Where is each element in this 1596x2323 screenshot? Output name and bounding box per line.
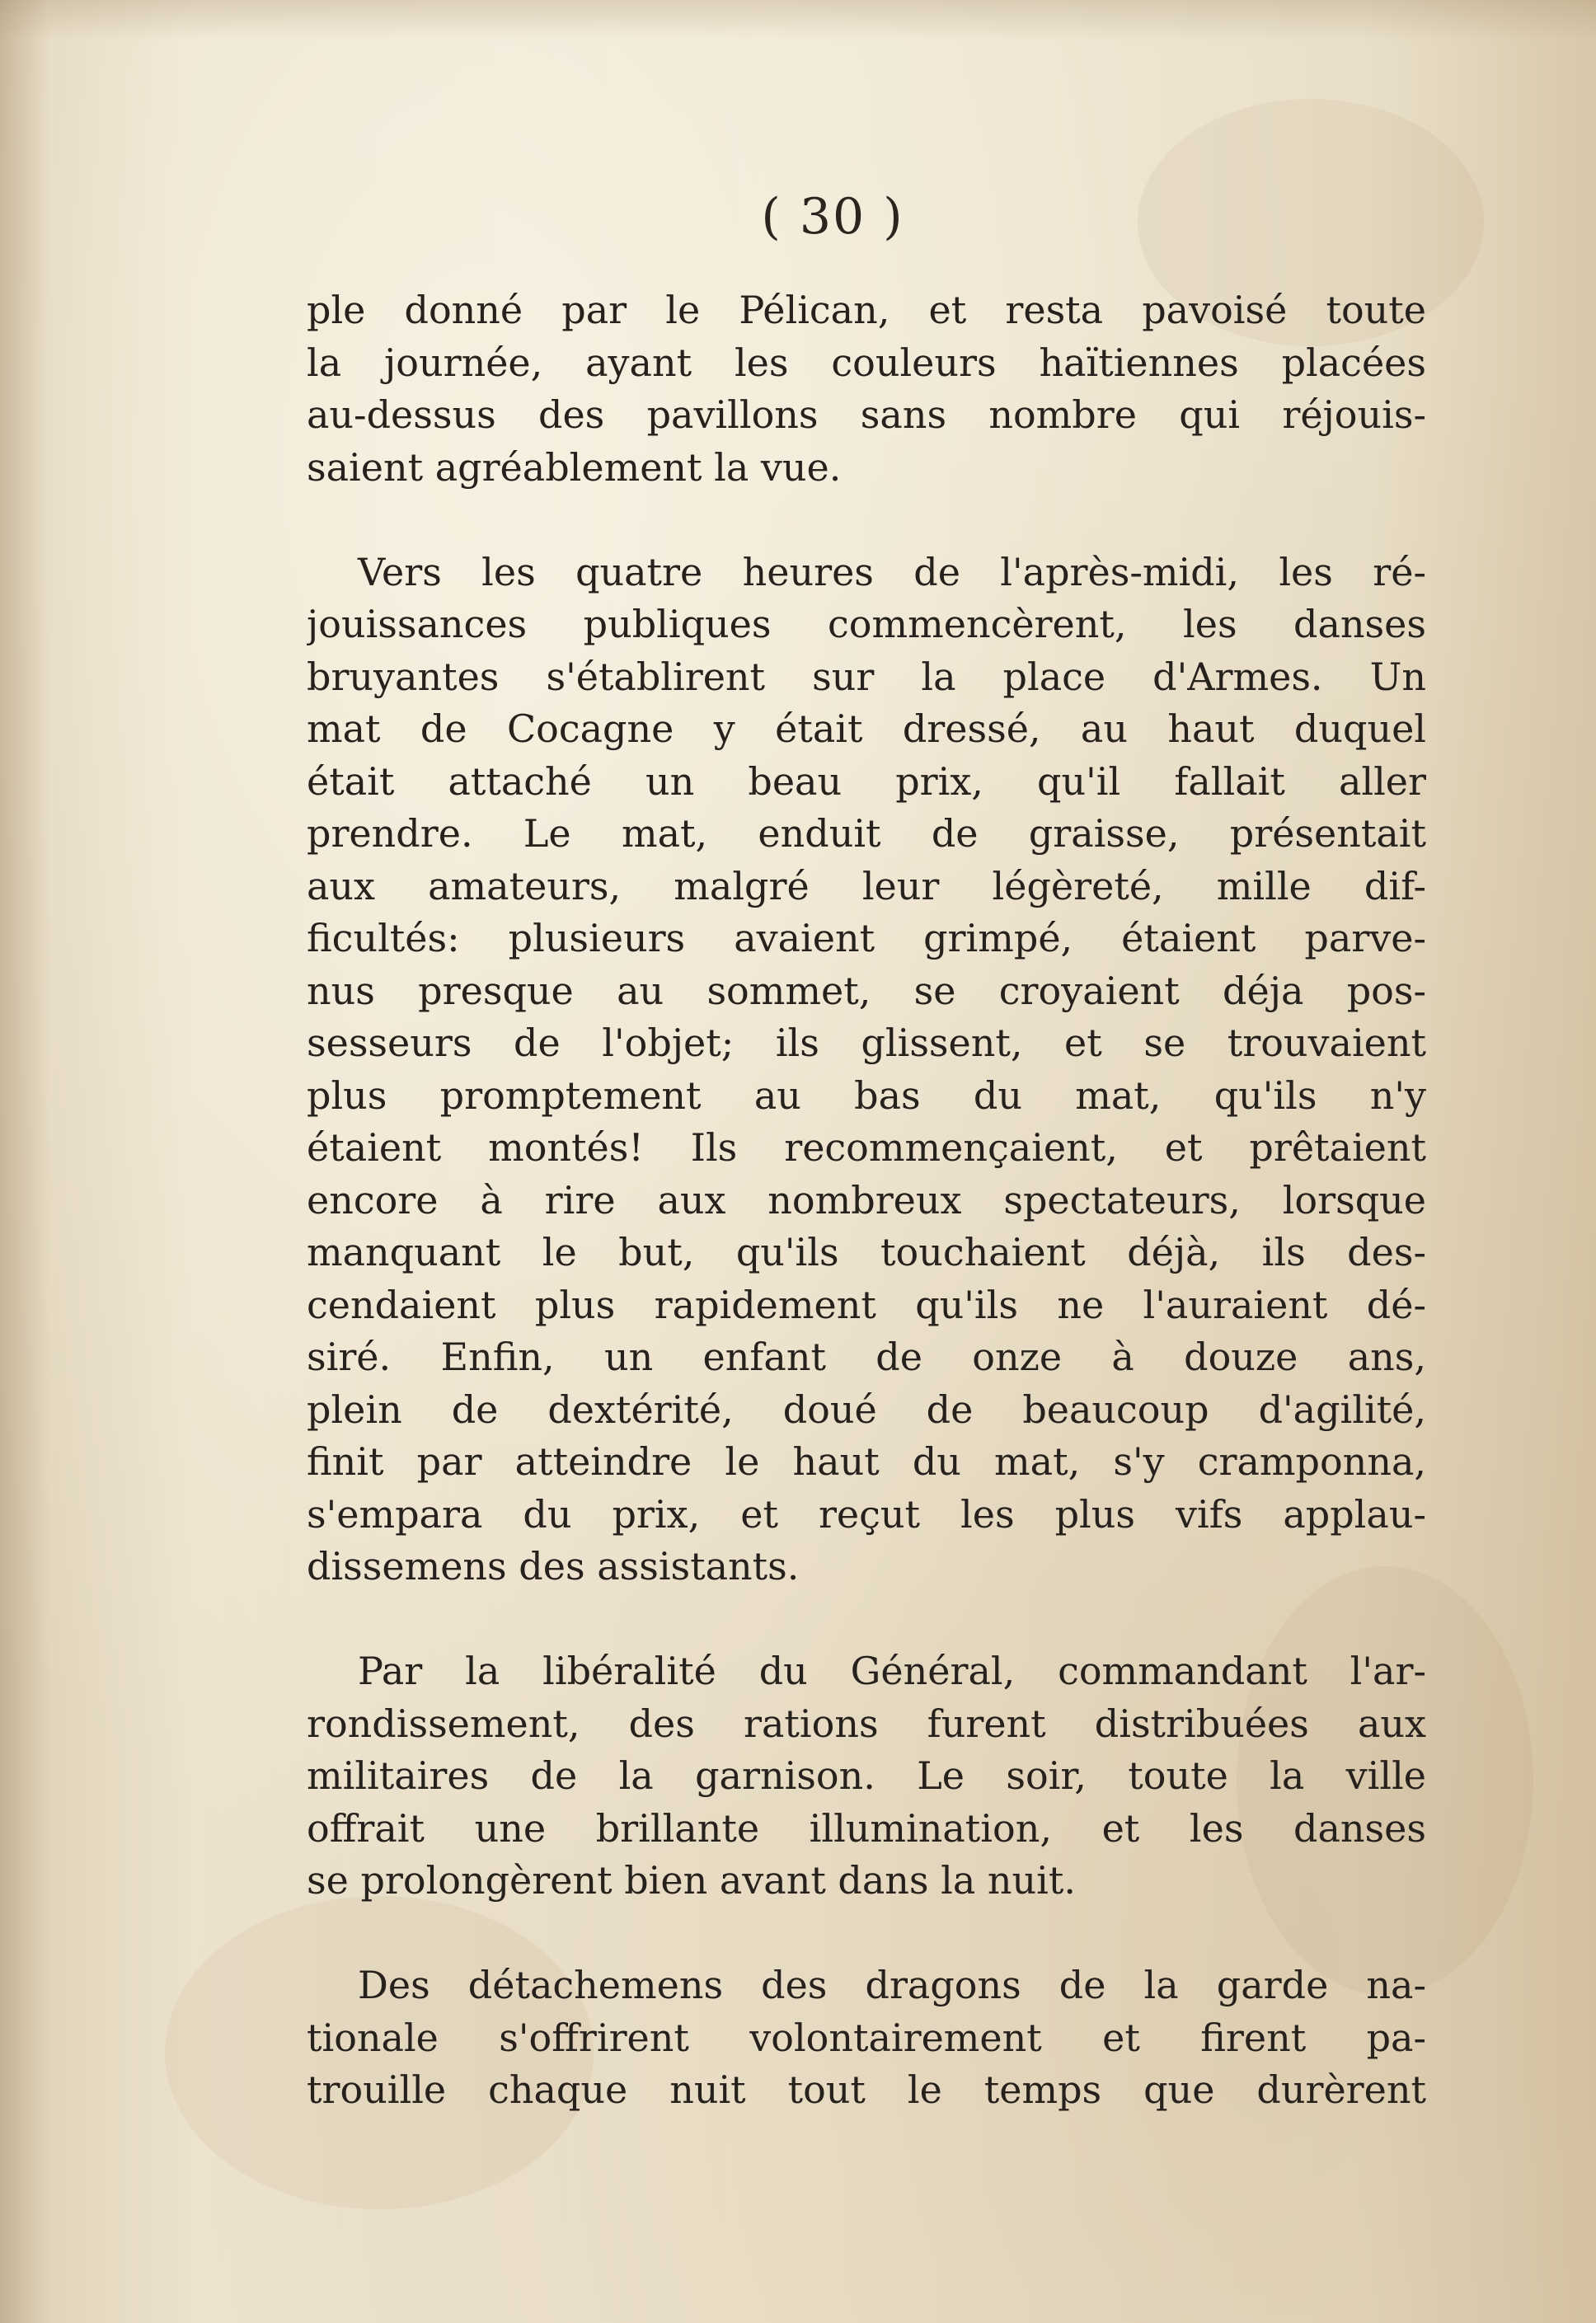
- text-line: sesseurs de l'objet; ils glissent, et se trouvaient: [307, 1021, 1426, 1065]
- text-line: ficultés: plusieurs avaient grimpé, étaient parve-: [307, 916, 1426, 960]
- text-line: tionale s'offrirent volontairement et firent pa-: [307, 2015, 1426, 2060]
- page-edge-shadow-left: [0, 0, 49, 2323]
- text-line: plein de dextérité, doué de beaucoup d'agilité,: [307, 1387, 1426, 1432]
- text-line: manquant le but, qu'ils touchaient déjà, ils des-: [307, 1230, 1426, 1274]
- text-line: étaient montés! Ils recommençaient, et prêtaient: [307, 1125, 1426, 1170]
- text-line: plus promptement au bas du mat, qu'ils n'y: [307, 1072, 1426, 1118]
- text-line: ple donné par le Pélican, et resta pavoisé toute: [307, 288, 1426, 332]
- text-line: s'empara du prix, et reçut les plus vifs applau-: [307, 1491, 1426, 1537]
- text-line: Vers les quatre heures de l'après-midi, les ré-: [358, 549, 1426, 594]
- text-line: jouissances publiques commencèrent, les danses: [307, 602, 1426, 646]
- text-line: cendaient plus rapidement qu'ils ne l'auraient dé-: [307, 1282, 1426, 1327]
- text-line: offrait une brillante illumination, et les danses: [307, 1805, 1426, 1851]
- text-line: siré. Enfin, un enfant de onze à douze ans,: [307, 1335, 1426, 1379]
- text-line: mat de Cocagne y était dressé, au haut duquel: [307, 706, 1426, 751]
- text-line: était attaché un beau prix, qu'il fallait aller: [307, 758, 1426, 804]
- text-line: rondissement, des rations furent distribuées aux: [307, 1701, 1426, 1746]
- text-line: Des détachemens des dragons de la garde na-: [358, 1963, 1426, 2007]
- text-line: aux amateurs, malgré leur légèreté, mille dif-: [307, 863, 1426, 908]
- paragraph-gap: [307, 1908, 1426, 1960]
- text-line: dissemens des assistants.: [307, 1544, 800, 1589]
- text-line: encore à rire aux nombreux spectateurs, lorsque: [307, 1177, 1426, 1223]
- page-number: ( 30 ): [761, 188, 904, 246]
- text-line: se prolongèrent bien avant dans la nuit.: [307, 1858, 1076, 1903]
- paragraph-gap: [307, 494, 1426, 547]
- text-line: la journée, ayant les couleurs haïtiennes placées: [307, 340, 1426, 385]
- text-line: finit par atteindre le haut du mat, s'y cramponna,: [307, 1439, 1426, 1484]
- text-line: au-dessus des pavillons sans nombre qui réjouis-: [307, 392, 1426, 437]
- text-line: trouille chaque nuit tout le temps que durèrent: [307, 2067, 1426, 2112]
- text-line: prendre. Le mat, enduit de graisse, présentait: [307, 811, 1426, 856]
- body-text: [307, 284, 1426, 2117]
- text-line: Par la libéralité du Général, commandant l'ar-: [358, 1649, 1426, 1693]
- page-edge-shadow-top: [0, 0, 1596, 41]
- paragraph-gap: [307, 1593, 1426, 1646]
- text-line: saient agréablement la vue.: [307, 444, 842, 490]
- text-line: militaires de la garnison. Le soir, toute la ville: [307, 1753, 1426, 1798]
- text-line: bruyantes s'établirent sur la place d'Armes. Un: [307, 654, 1426, 699]
- text-line: nus presque au sommet, se croyaient déja pos-: [307, 968, 1426, 1013]
